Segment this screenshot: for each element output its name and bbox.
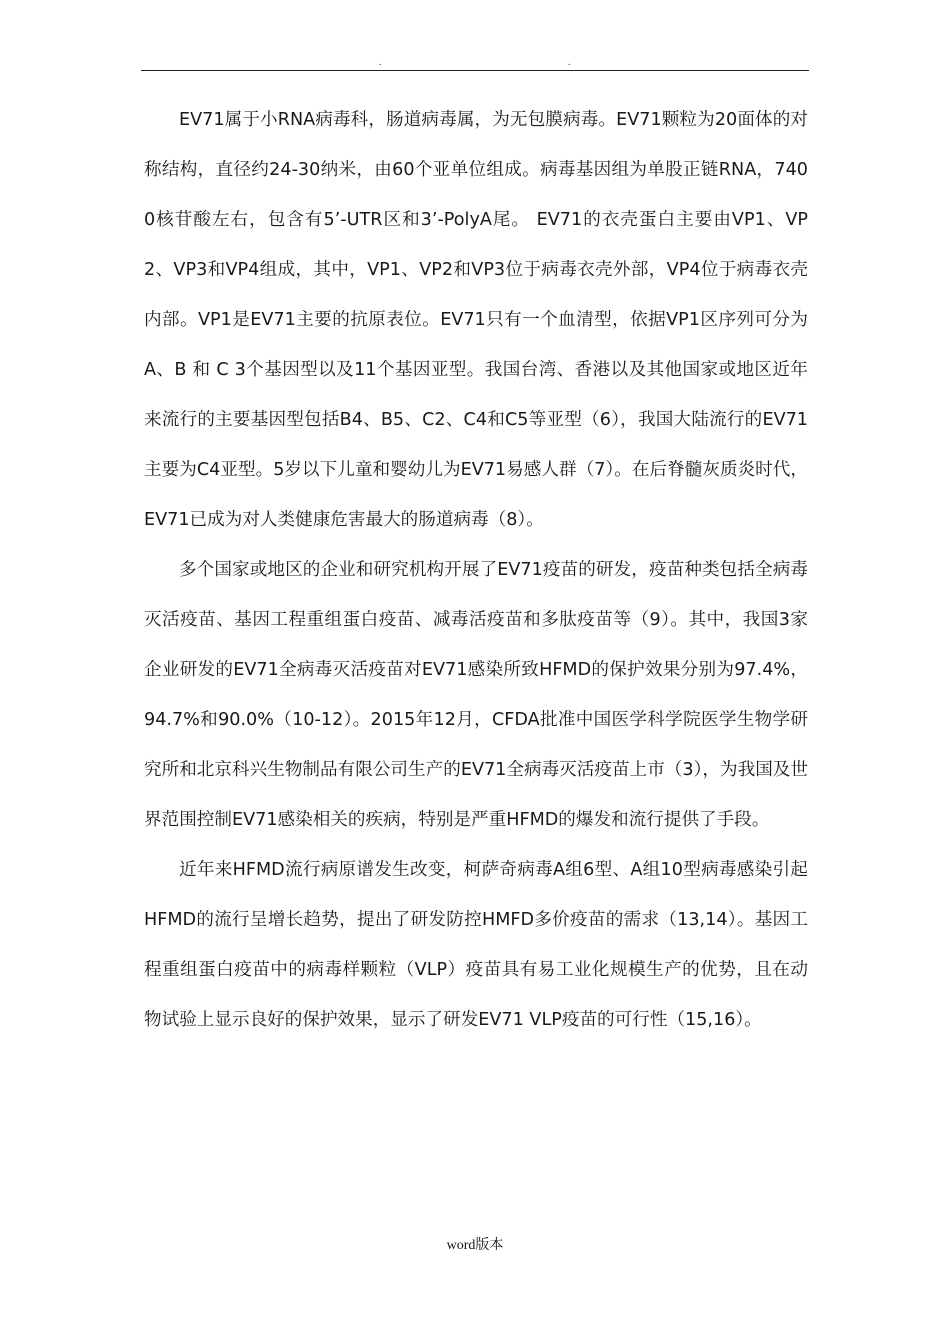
header-rule — [141, 70, 809, 71]
document-body — [144, 95, 808, 1045]
header-mark-right: . — [568, 57, 571, 68]
paragraph-multivalent-vaccine: 近年来HFMD流行病原谱发生改变，柯萨奇病毒A组6型、A组10型病毒感染引起HFMD的流行呈增长趋势，提出了研发防控HMFD多价疫苗的需求（13,14）。基因工程重组蛋白疫苗中的病毒样颗粒（VLP）疫苗具有易工业化规模生产的优势，且在动物试验上显示良好的保护效果，显示了研发EV71 VLP疫苗的可行性（15,16）。 — [144, 860, 808, 1030]
paragraph-ev71-overview: EV71属于小RNA病毒科，肠道病毒属，为无包膜病毒。EV71颗粒为20面体的对称结构，直径约24-30纳米，由60个亚单位组成。病毒基因组为单股正链RNA，7400核苷酸左右，包含有5’-UTR区和3’-PolyA尾。 EV71的衣壳蛋白主要由VP1、VP2、VP3和VP4组成，其中，VP1、VP2和VP3位于病毒衣壳外部，VP4位于病毒衣壳内部。VP1是EV71主要的抗原表位。EV71只有一个血清型，依据VP1区序列可分为A、B 和 C 3个基因型以及11个基因亚型。我国台湾、香港以及其他国家或地区近年来流行的主要基因型包括B4、B5、C2、C4和C5等亚型（6），我国大陆流行的EV71主要为C4亚型。5岁以下儿童和婴幼儿为EV71易感人群（7）。在后脊髓灰质炎时代，EV71已成为对人类健康危害最大的肠道病毒（8）。 — [144, 110, 808, 530]
paragraph-vaccine-development: 多个国家或地区的企业和研究机构开展了EV71疫苗的研发，疫苗种类包括全病毒灭活疫苗、基因工程重组蛋白疫苗、减毒活疫苗和多肽疫苗等（9）。其中，我国3家企业研发的EV71全病毒灭活疫苗对EV71感染所致HFMD的保护效果分别为97.4%，94.7%和90.0%（10-12）。2015年12月，CFDA批准中国医学科学院医学生物学研究所和北京科兴生物制品有限公司生产的EV71全病毒灭活疫苗上市（3），为我国及世界范围控制EV71感染相关的疾病，特别是严重HFMD的爆发和流行提供了手段。 — [144, 560, 808, 830]
header-mark-left: . — [379, 57, 382, 68]
footer-label: word版本 — [446, 1238, 504, 1253]
